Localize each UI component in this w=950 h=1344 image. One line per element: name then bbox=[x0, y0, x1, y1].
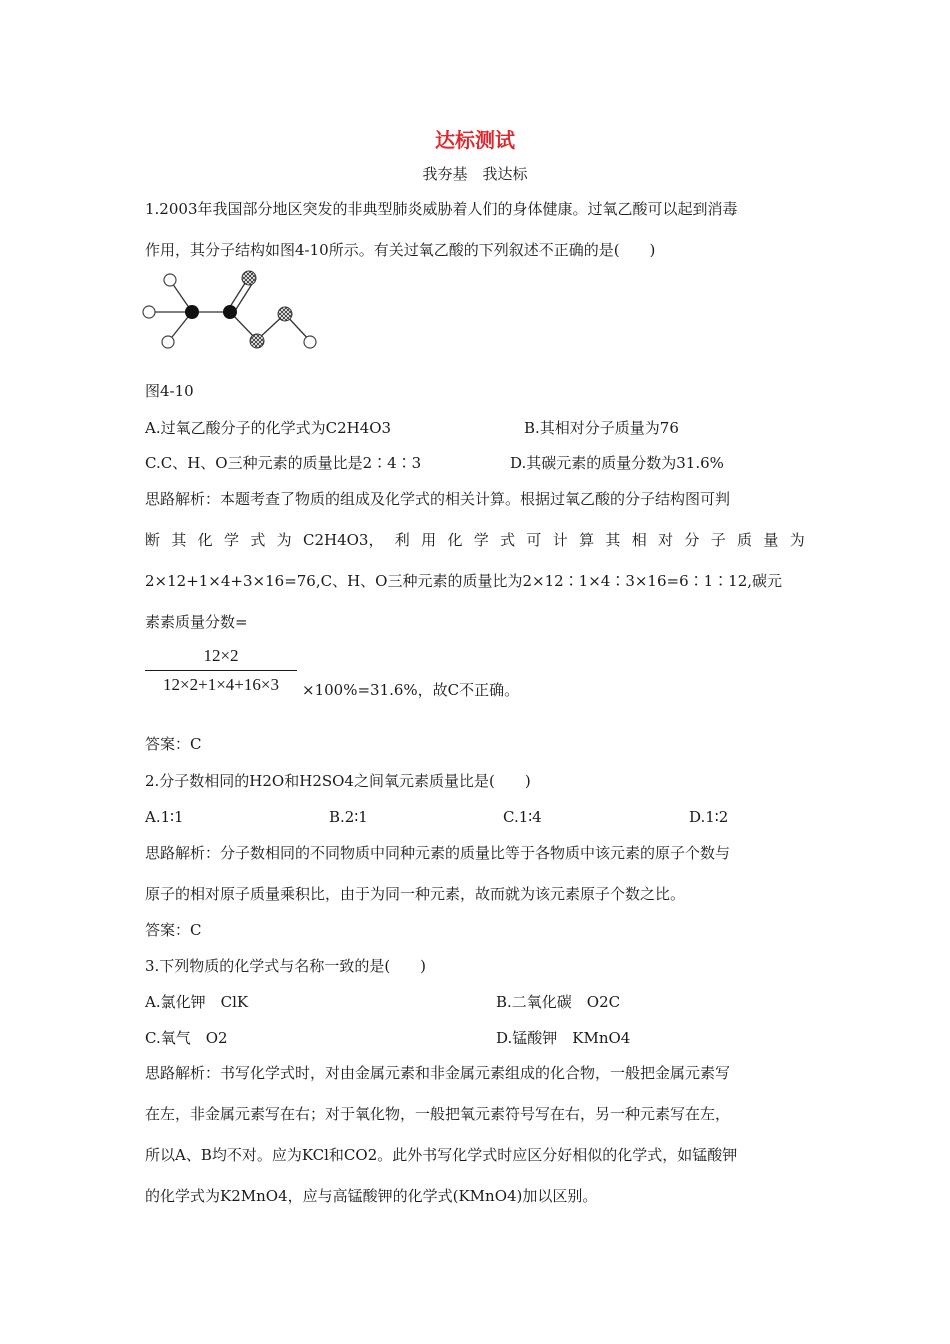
justified-word: 相 bbox=[631, 531, 647, 549]
q3-option-a: A.氯化钾 ClK bbox=[145, 993, 249, 1011]
oxygen-atom-3 bbox=[278, 307, 292, 321]
q3-analysis-line-2: 在左，非金属元素写在右；对于氧化物，一般把氧元素符号写在右，另一种元素写在左， bbox=[145, 1105, 731, 1123]
justified-word: 用 bbox=[421, 531, 437, 549]
q2-stem: 2.分子数相同的H2O和H2SO4之间氧元素质量比是( ) bbox=[145, 772, 531, 790]
q2-option-b: B.2∶1 bbox=[329, 808, 368, 826]
justified-word: 学 bbox=[473, 531, 489, 549]
q1-option-b: B.其相对分子质量为76 bbox=[524, 419, 679, 437]
q1-analysis-line-1: 思路解析：本题考查了物质的组成及化学式的相关计算。根据过氧乙酸的分子结构图可判 bbox=[145, 490, 731, 508]
q2-analysis-line-1: 思路解析：分子数相同的不同物质中同种元素的质量比等于各物质中该元素的原子个数与 bbox=[145, 844, 731, 862]
justified-word: 质 bbox=[737, 531, 753, 549]
justified-word: 算 bbox=[579, 531, 595, 549]
hydrogen-atom-1 bbox=[164, 274, 176, 286]
q3-analysis-line-3: 所以A、B均不对。应为KCl和CO2。此外书写化学式时应区分好相似的化学式，如锰酸钾 bbox=[145, 1146, 738, 1164]
page-subtitle: 我夯基 我达标 bbox=[422, 165, 528, 183]
fraction-numerator: 12×2 bbox=[203, 646, 239, 665]
oxygen-atom-2 bbox=[250, 334, 264, 348]
fraction-tail: ×100%=31.6%，故C不正确。 bbox=[302, 681, 520, 699]
hydrogen-atom-3 bbox=[162, 336, 174, 348]
q3-stem: 3.下列物质的化学式与名称一致的是( ) bbox=[145, 957, 427, 975]
justified-word: 断 bbox=[145, 531, 161, 549]
q1-stem-line-2: 作用，其分子结构如图4-10所示。有关过氧乙酸的下列叙述不正确的是( ) bbox=[145, 241, 656, 259]
q2-analysis-line-2: 原子的相对原子质量乘积比，由于为同一种元素，故而就为该元素原子个数之比。 bbox=[145, 885, 686, 903]
justified-word: 为 bbox=[789, 531, 805, 549]
justified-word: 分 bbox=[684, 531, 700, 549]
justified-word: 量 bbox=[763, 531, 779, 549]
justified-word: 利 bbox=[394, 531, 410, 549]
justified-word: 学 bbox=[223, 531, 239, 549]
figure-caption: 图4-10 bbox=[145, 382, 194, 400]
q3-analysis-line-1: 思路解析：书写化学式时，对由金属元素和非金属元素组成的化合物，一般把金属元素写 bbox=[145, 1064, 731, 1082]
q1-option-d: D.其碳元素的质量分数为31.6% bbox=[510, 454, 724, 472]
justified-word: 为 bbox=[276, 531, 292, 549]
q1-analysis-line-3: 2×12+1×4+3×16=76,C、H、O三种元素的质量比为2×12∶1×4∶3×16=6∶1∶12,碳元 bbox=[145, 572, 783, 590]
oxygen-atom-1 bbox=[242, 271, 256, 285]
justified-word: 可 bbox=[526, 531, 542, 549]
q2-option-d: D.1∶2 bbox=[689, 808, 729, 826]
q1-option-a: A.过氧乙酸分子的化学式为C2H4O3 bbox=[145, 419, 392, 437]
justified-word: 其 bbox=[171, 531, 187, 549]
q2-option-c: C.1∶4 bbox=[503, 808, 542, 826]
q1-analysis-line-2 bbox=[145, 530, 805, 550]
justified-word: 子 bbox=[710, 531, 726, 549]
q3-option-d: D.锰酸钾 KMnO4 bbox=[496, 1029, 631, 1047]
q3-option-c: C.氧气 O2 bbox=[145, 1029, 228, 1047]
fraction-bar bbox=[145, 670, 297, 671]
justified-word: 其 bbox=[605, 531, 621, 549]
hydrogen-atom-2 bbox=[143, 306, 155, 318]
justified-word: 式 bbox=[500, 531, 516, 549]
justified-word: 计 bbox=[552, 531, 568, 549]
justified-word: 式 bbox=[250, 531, 266, 549]
justified-word: 化 bbox=[197, 531, 213, 549]
justified-word: 化 bbox=[447, 531, 463, 549]
justified-word: C2H4O3， bbox=[302, 531, 384, 549]
q1-answer: 答案：C bbox=[145, 735, 202, 753]
q1-analysis-line-4: 素素质量分数= bbox=[145, 613, 248, 631]
q3-option-b: B.二氧化碳 O2C bbox=[496, 993, 621, 1011]
q1-option-c: C.C、H、O三种元素的质量比是2∶4∶3 bbox=[145, 454, 422, 472]
q3-analysis-line-4: 的化学式为K2MnO4，应与高锰酸钾的化学式(KMnO4)加以区别。 bbox=[145, 1187, 598, 1205]
justified-word: 对 bbox=[658, 531, 674, 549]
carbon-atom-1 bbox=[185, 305, 199, 319]
peracetic-acid-molecule-figure bbox=[140, 266, 325, 356]
carbon-atom-2 bbox=[223, 305, 237, 319]
q2-answer: 答案：C bbox=[145, 921, 202, 939]
fraction-denominator: 12×2+1×4+16×3 bbox=[163, 675, 279, 694]
q1-stem-line-1: 1.2003年我国部分地区突发的非典型肺炎威胁着人们的身体健康。过氧乙酸可以起到消毒 bbox=[145, 200, 738, 218]
hydrogen-atom-4 bbox=[304, 336, 316, 348]
page-title: 达标测试 bbox=[435, 128, 515, 152]
q2-option-a: A.1∶1 bbox=[145, 808, 184, 826]
